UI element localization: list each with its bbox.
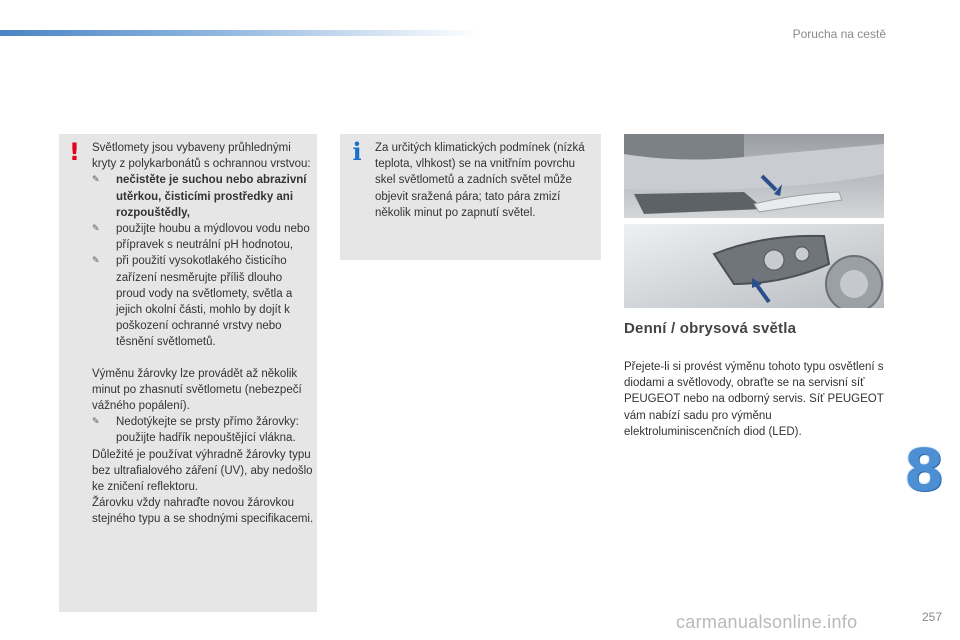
warning-bullet-4 <box>92 414 314 446</box>
info-box-text: Za určitých klimatických podmínek (nízká teplota, vlhkost) se na vnitřním povrchu skel světlometů a zadních světel může objevit sražená pára; tato pára zmizí několik minut po zapnutí světel. <box>375 142 585 219</box>
exclamation-warning-icon: ! <box>69 138 80 166</box>
warning-bullet-1-text: nečistěte je suchou nebo abrazivní utěrkou, čisticími prostředky ani rozpouštědly, <box>116 174 307 219</box>
watermark: carmanualsonline.info <box>676 612 858 632</box>
headlight-photo <box>624 134 884 308</box>
chapter-number: 8 <box>903 436 945 504</box>
warning-para-2: Výměnu žárovky lze provádět až několik minut po zhasnutí světlometu (nebezpečí vážného popálení). <box>92 367 302 413</box>
info-icon: i <box>352 137 362 166</box>
warning-box-text <box>92 140 314 528</box>
warning-para-4: Žárovku vždy nahraďte novou žárovkou stejného typu a se shodnými specifikacemi. <box>92 497 314 526</box>
warning-bullet-2 <box>92 221 314 253</box>
warning-bullet-3 <box>92 253 314 350</box>
section-title: Porucha na cestě <box>792 27 886 41</box>
header-accent-bar <box>0 30 480 36</box>
bullet-mark-icon: ✎ <box>92 417 100 428</box>
warning-para-3: Důležité je používat výhradně žárovky typu bez ultrafialového záření (UV), aby nedošlo ke zničení reflektoru. <box>92 448 313 494</box>
headlight-illustration <box>624 134 884 308</box>
drl-heading: Denní / obrysová světla <box>624 320 797 337</box>
warning-bullet-2-text: použijte houbu a mýdlovou vodu nebo přípravek s neutrální pH hodnotou, <box>116 223 310 252</box>
warning-bullet-3-text: při použití vysokotlakého čisticího zařízení nesměrujte příliš dlouho proud vody na světlomety, světla a jejich okolní části, mohlo by dojít k poškození ochranné vrstvy nebo těsnění světlometů. <box>116 255 293 349</box>
bullet-mark-icon: ✎ <box>92 256 100 267</box>
warning-bullet-1 <box>92 172 314 221</box>
warning-intro: Světlomety jsou vybaveny průhlednými kryty z polykarbonátů s ochrannou vrstvou: <box>92 142 311 171</box>
page-number: 257 <box>921 610 942 624</box>
warning-bullet-4-text: Nedotýkejte se prsty přímo žárovky: použijte hadřík nepouštějící vlákna. <box>116 416 299 445</box>
drl-text: Přejete-li si provést výměnu tohoto typu osvětlení s diodami a světlovody, obraťte se na servisní síť PEUGEOT nebo na odborný servis. Síť PEUGEOT vám nabízí sadu pro výměnu elektroluminiscenčních diod (LED). <box>624 361 884 438</box>
bullet-mark-icon: ✎ <box>92 175 100 186</box>
bullet-mark-icon: ✎ <box>92 224 100 235</box>
